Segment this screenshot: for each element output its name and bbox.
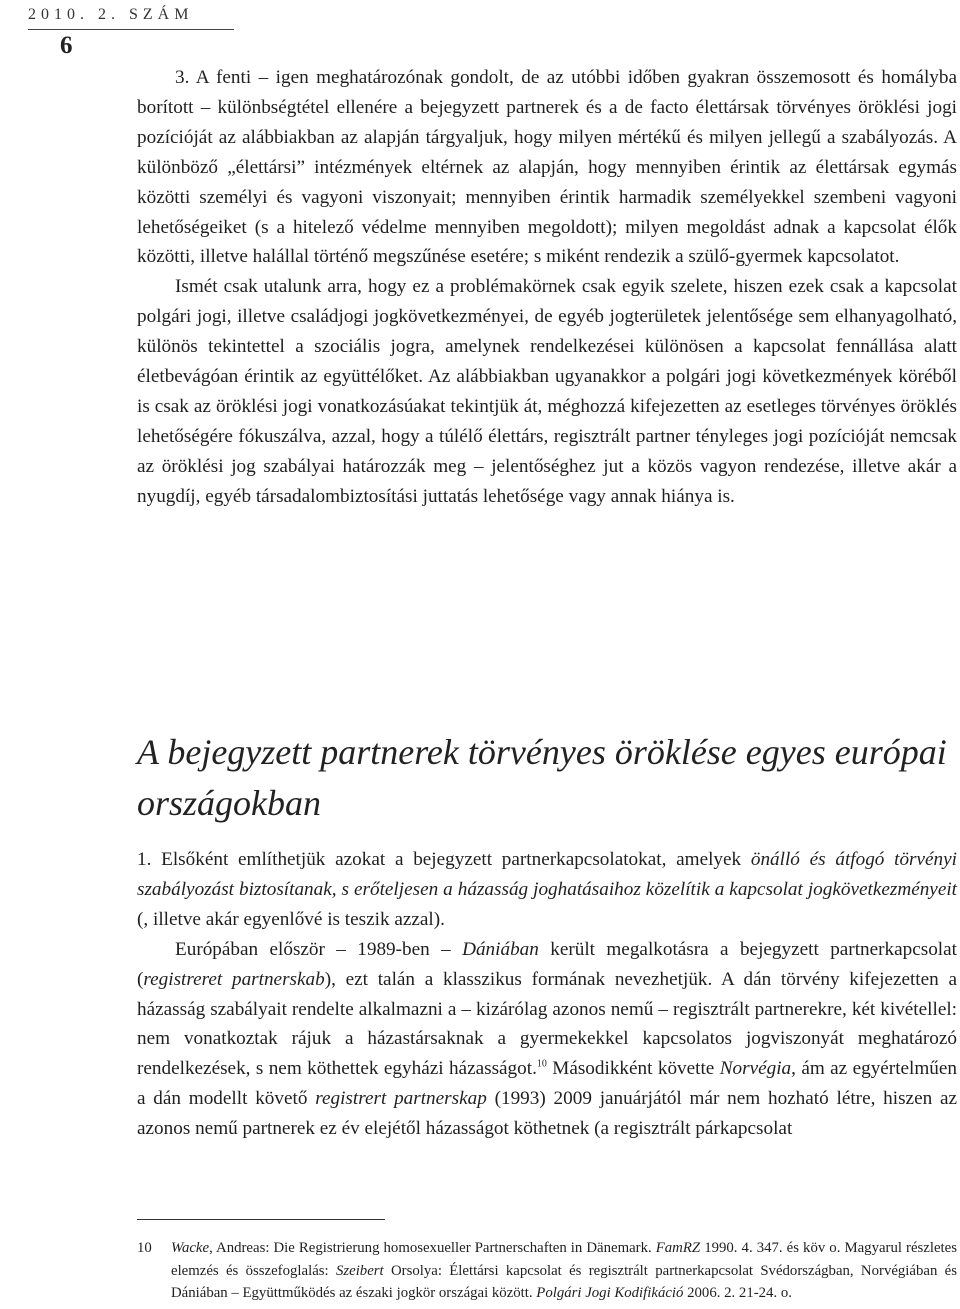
p2-text-j: (1993) 2009 januárjától már nem hozható létre, hiszen az azonos nemű partnerek ez év elejétől házasságot köthetnek (a regisztrált párkapcsolat	[137, 1088, 958, 1140]
fn-text-f: Orsolya: Élettársi kapcsolat és regisztrált partnerkapcsolat Svédországban, Norvégiában és Dániában – Együttműködés az északi jogkör országai között.	[171, 1262, 958, 1301]
header-rule	[28, 29, 234, 30]
footnote-body	[171, 1237, 957, 1305]
footnote-10	[137, 1237, 957, 1305]
paragraph-1-text-end: (, illetve akár egyenlővé is teszik azzal).	[137, 908, 445, 930]
page-number: 6	[60, 32, 73, 59]
fn-author-2: Szeibert	[335, 1262, 384, 1279]
footnote-number: 10	[137, 1240, 152, 1256]
fn-text-h: 2006. 2. 21-24. o.	[683, 1285, 792, 1301]
p2-norwegian-term: registrert partnerskap	[315, 1088, 487, 1110]
fn-text-b: , Andreas: Die Registrierung homosexueller Partnerschaften in Dänemark.	[209, 1240, 656, 1256]
fn-author-1: Wacke	[171, 1240, 210, 1256]
paragraph-1-emphasis: önálló és átfogó törvényi szabályozást biztosítanak, s erőteljesen a házasság joghatásaihoz közelítik a kapcsolat jogkövetkezményeit	[137, 849, 957, 900]
paragraph-2	[137, 935, 957, 1144]
footnote-reference[interactable]: 10	[536, 1058, 547, 1070]
p2-danish-term: registreret partnerskab	[143, 968, 325, 990]
p2-text-c: került megalkotásra a bejegyzett partnerkapcsolat (	[137, 938, 957, 990]
section-1-body	[137, 63, 957, 512]
p2-norway: Norvégia	[719, 1058, 792, 1080]
fn-journal-2: Polgári Jogi Kodifikáció	[536, 1285, 684, 1301]
fn-text-d: 1990. 4. 347. és köv o. Magyarul részletes elemzés és összefoglalás:	[171, 1240, 957, 1279]
fn-journal-1: FamRZ	[655, 1240, 701, 1256]
p2-text-a: Európában először – 1989-ben –	[175, 938, 463, 960]
p2-denmark: Dániában	[462, 938, 539, 960]
paragraph-1-text: 1. Elsőként említhetjük azokat a bejegyzett partnerkapcsolatokat, amelyek	[137, 849, 751, 870]
p2-text-e: ), ezt talán a klasszikus formának nevezhetjük. A dán törvény kifejezetten a házasság szabályait rendelte alkalmazni a – kizárólag azonos nemű – regisztrált partnerekre, két kivétellel: nem vonatkoztak rájuk a házastársaknak a gyermekekkel kapcsolatos jogviszonyát meghatározó rendelkezések, s nem köthettek egyházi házasságot.	[137, 968, 957, 1080]
paragraph-3-continued-text: Ismét csak utalunk arra, hogy ez a problémakörnek csak egyik szelete, hiszen ezek csak a kapcsolat polgári jogi, illetve családjogi jogkövetkezményei, de egyéb jogterületek jelentősége sem elhanyagolható, különös tekintettel a szociális jogra, amelynek rendelkezései különösen a kapcsolat fennállása alatt életbevágóan érintik az együttélőket. Az alábbiakban ugyanakkor a polgári jogi következmények köréből is csak az öröklési jogi vonatkozásúakat tekintjük át, méghozzá kifejezetten az esetleges törvényes öröklés lehetőségére fókuszálva, azzal, hogy a túlélő élettárs, regisztrált partner tényleges jogi pozícióját nemcsak az öröklési jog szabályai határozzák meg – jelentőséghez jut a közös vagyon rendezése, illetve akár a nyugdíj, egyéb társadalombiztosítási juttatás lehetősége vagy annak hiánya is.	[137, 276, 957, 507]
paragraph-3-continued	[137, 272, 957, 511]
section-2-body	[137, 845, 957, 1144]
paragraph-3-text: 3. A fenti – igen meghatározónak gondolt, de az utóbbi időben gyakran összemosott és homályba borított – különbségtétel ellenére a bejegyzett partnerek és a de facto élettársak törvényes öröklési jogi pozícióját az alábbiakban az alapján tárgyaljuk, hogy milyen mértékű és milyen jellegű a szabályozás. A különböző „élettársi” intézmények eltérnek az alapján, hogy mennyiben érintik az élettársak egymás közötti személyi és vagyoni viszonyait; mennyiben érintik harmadik személyekkel szembeni vagyoni lehetőségeiket (s a hitelező védelme mennyiben megoldott); milyen megoldást adnak a kapcsolat élők közötti, illetve halállal történő megszűnése esetére; s miként rendezik a szülő-gyermek kapcsolatot.	[137, 67, 957, 268]
p2-text-f: Másodikként követte	[546, 1058, 720, 1080]
section-heading: A bejegyzett partnerek törvényes öröklése egyes európai országokban	[137, 732, 947, 823]
journal-issue-header: 2010. 2. SZÁM	[28, 6, 194, 23]
p2-text-h: , ám az egyértelműen a dán modellt követő	[137, 1058, 957, 1110]
footnote-rule	[137, 1219, 385, 1220]
paragraph-1	[137, 845, 957, 935]
paragraph-3	[137, 63, 957, 272]
